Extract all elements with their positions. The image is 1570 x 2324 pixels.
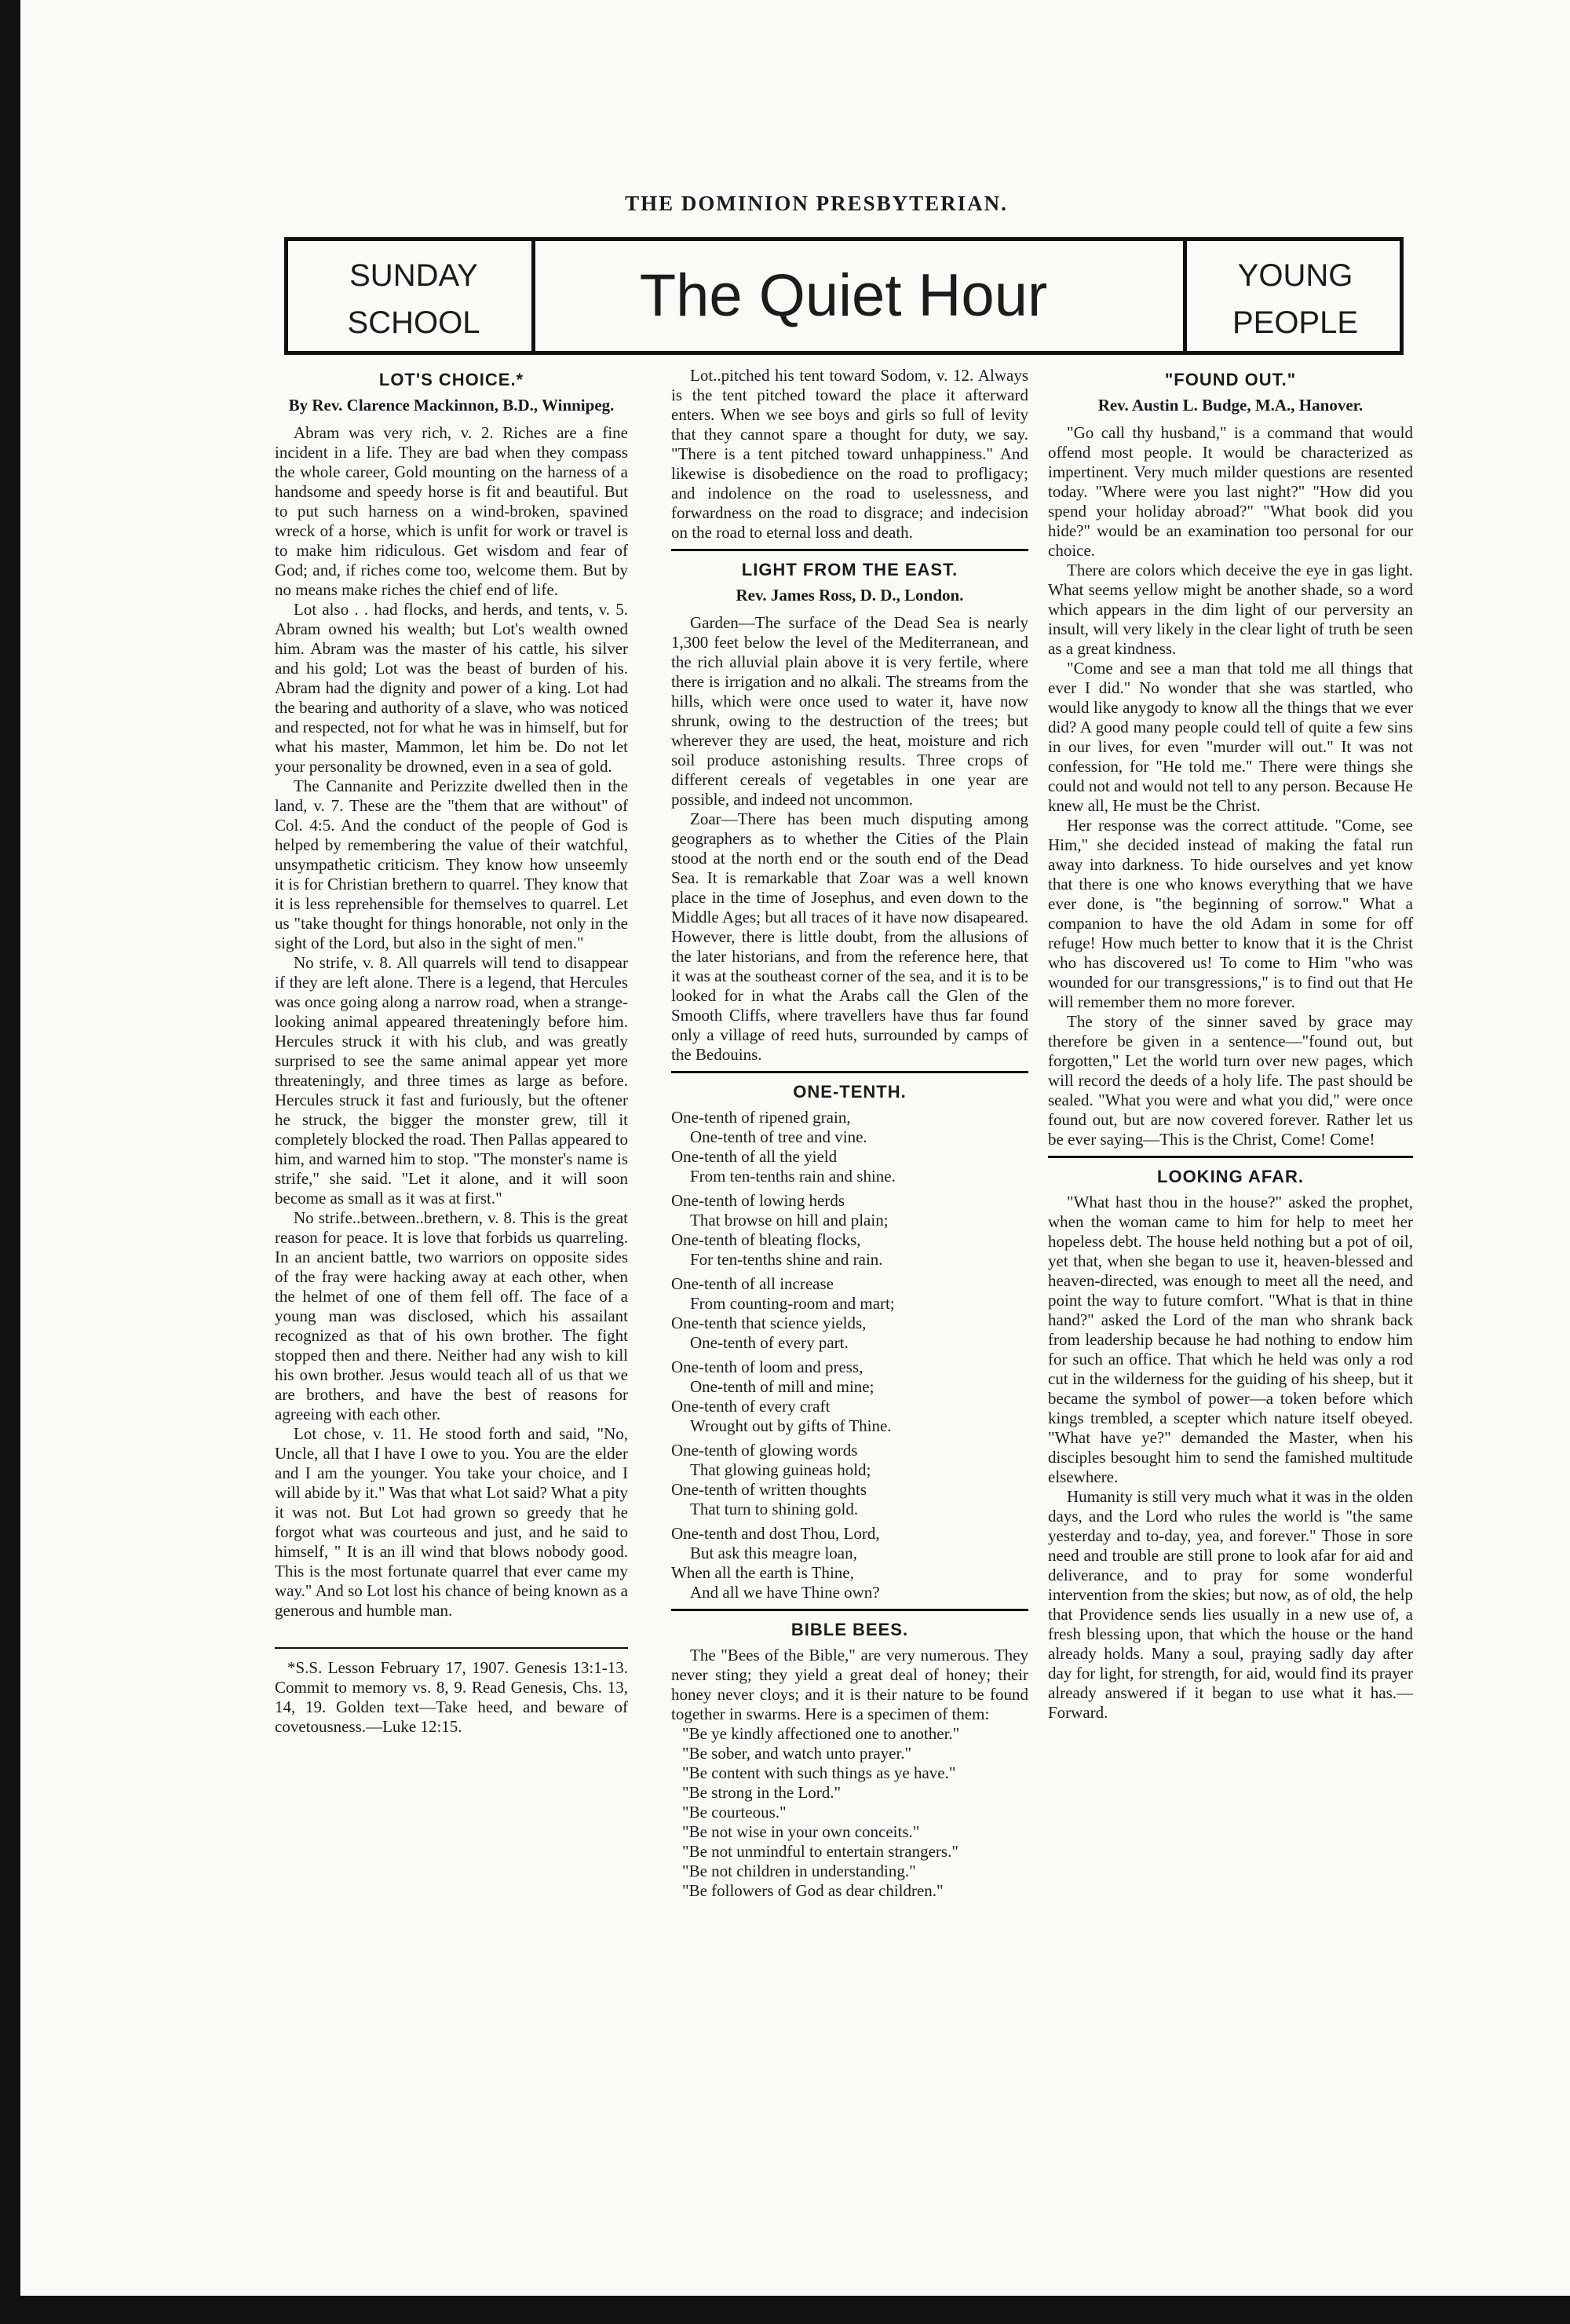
poem-line: From ten-tenths rain and shine. <box>690 1167 896 1186</box>
lot-paragraph-7: Lot..pitched his tent toward Sodom, v. 12. Always is the tent pitched toward the place it afterward enters. When we see boys and girls so full of levity that they cannot spare a thought for duty, we say. "There is a tent pitched toward unhappiness." And likewise is disobedience on the road to profligacy; and indolence on the road to uselessness, and forwardness on the road to disgrace; and indecision on the road to eternal loss and death. <box>671 366 1028 542</box>
afar-paragraph-1: "What hast thou in the house?" asked the prophet, when the woman came to him for help to meet her hopeless debt. The house held nothing but a pot of oil, yet that, when she began to use it, heaven-blessed and heaven-directed, was enough to meet all the need, and point the way to future comfort. "What is that in thine hand?" asked the Lord of the man who shrank back from leadership because he had nothing to endow him for such an office. That which he held was only a rod cut in the wilderness for the guiding of his sheep, but it became the symbol of power—a token before which kings trembled, a scepter which nature itself obeyed. "What have ye?" demanded the Master, when his disciples besought him to send the famished multitude elsewhere. <box>1048 1193 1413 1486</box>
found-heading: "FOUND OUT." <box>1164 370 1297 389</box>
banner-right-box <box>1183 241 1404 351</box>
poem-line: One-tenth of glowing words <box>671 1441 858 1460</box>
found-paragraph-3: "Come and see a man that told me all things that ever I did." No wonder that she was startled, who would like anygody to know all the things that we ever did? A good many people could tell of quite a few sins in our lives, for even "murder will out." It was not confession, for "He told me." There were things she could not and would not tell to any person. Because He knew all, He must be the Christ. <box>1048 659 1413 815</box>
column-1 <box>275 366 628 1737</box>
poem-line: One-tenth of all the yield <box>671 1147 838 1166</box>
tenth-poem <box>671 1108 1028 1602</box>
poem-line: One-tenth of tree and vine. <box>690 1127 867 1146</box>
tenth-heading: ONE-TENTH. <box>793 1082 907 1102</box>
afar-heading: LOOKING AFAR. <box>1157 1167 1304 1186</box>
bee-quote: "Be not unmindful to entertain strangers." <box>682 1842 958 1861</box>
bees-quotes <box>671 1724 1028 1901</box>
light-heading: LIGHT FROM THE EAST. <box>741 560 958 579</box>
scan-edge-bottom <box>0 2296 1570 2324</box>
poem-line: That glowing guineas hold; <box>690 1460 871 1479</box>
column-3 <box>1048 366 1413 1723</box>
lesson-footnote-text: *S.S. Lesson February 17, 1907. Genesis 13:1-13. Commit to memory vs. 8, 9. Read Genesis, Chs. 13, 14, 19. Golden text—Take heed, and beware of covetousness.—Luke 12:15. <box>275 1658 628 1736</box>
bees-heading: BIBLE BEES. <box>790 1620 909 1639</box>
lot-paragraph-4: No strife, v. 8. All quarrels will tend to disappear if they are left alone. There is a legend, that Hercules was once going along a narrow road, when a strange-looking animal appeared threateningly before him. Hercules struck it with his club, and was greatly surprised to see the same animal appear yet more threateningly, and three times as large as before. Hercules struck it fast and furiously, but the oftener he struck, the bigger the monster grew, till it completely blocked the road. Then Pallas appeared to him, and warned him to stop. "The monster's name is strife," she said. "Let it alone, and it will soon become as small as it was at first." <box>275 953 628 1208</box>
bee-quote: "Be content with such things as ye have." <box>682 1763 956 1782</box>
lesson-footnote <box>275 1647 628 1737</box>
lot-paragraph-3: The Cannanite and Perizzite dwelled then in the land, v. 7. These are the "them that are without" of Col. 4:5. And the conduct of the people of God is helped by remembering the value of their watchful, unsympathetic criticism. They know how unseemly it is for Christian brethern to quarrel. They know that it is less reprehensible for themselves to quarrel. Let us "take thought for things honorable, not only in the sight of the Lord, but also in the sight of men." <box>275 776 628 952</box>
lot-heading: LOT'S CHOICE.* <box>378 370 524 389</box>
poem-line: One-tenth of mill and mine; <box>690 1377 874 1396</box>
poem-line: One-tenth of lowing herds <box>671 1191 845 1210</box>
poem-line: One-tenth of bleating flocks, <box>671 1230 861 1249</box>
poem-line: One-tenth of every part. <box>690 1333 849 1352</box>
found-paragraph-5: The story of the sinner saved by grace may therefore be given in a sentence—"found out, but forgotten," Let the world turn over new pages, which will record the deeds of a holy life. The past should be sealed. "What you were and what you did," were once found out, but are now covered forever. Rather let us be ever saying—This is the Christ, Come! Come! <box>1048 1012 1413 1149</box>
poem-line: One-tenth of every craft <box>671 1397 831 1416</box>
bee-quote: "Be strong in the Lord." <box>682 1783 842 1802</box>
poem-line: That turn to shining gold. <box>690 1500 859 1518</box>
poem-line: For ten-tenths shine and rain. <box>690 1250 883 1269</box>
section-banner <box>284 237 1404 355</box>
bee-quote: "Be sober, and watch unto prayer." <box>682 1744 912 1763</box>
bee-quote: "Be followers of God as dear children." <box>682 1881 944 1900</box>
found-paragraph-4: Her response was the correct attitude. "Come, see Him," she decided instead of making the fatal run away into darkness. To hide ourselves and yet know that there is one who knows everything that we have ever done, is "the beginning of sorrow." What a companion to have the old Adam in some for off refuge! How much better to know that it is the Christ who has discovered us! To come to Him "who was wounded for our transgressions," is to find out that He will remember them no more forever. <box>1048 816 1413 1011</box>
poem-line: One-tenth of loom and press, <box>671 1357 864 1376</box>
poem-line: From counting-room and mart; <box>690 1294 895 1313</box>
divider <box>671 549 1028 551</box>
banner-right-line2: PEOPLE <box>1232 305 1359 340</box>
bee-quote: "Be courteous." <box>682 1803 787 1822</box>
poem-line: Wrought out by gifts of Thine. <box>690 1416 892 1435</box>
banner-right-line1: YOUNG <box>1237 258 1353 293</box>
poem-line: One-tenth that science yields, <box>671 1314 867 1332</box>
scan-edge-left <box>0 0 20 2324</box>
afar-paragraph-2: Humanity is still very much what it was in the olden days, and the Lord who rules the world is "the same yesterday and to-day, yea, and forever." Those in sore need and trouble are still prone to look afar for aid and deliverance, and to pray for some wonderful intervention from the skies; but now, as of old, the help that Providence sends lies usually in a new use of, a fresh blessing upon, that which the house or the hand already holds. Many a soul, praying sadly day after day for light, for strength, for aid, would find its prayer already answered if it began to use what it has.—Forward. <box>1048 1487 1413 1722</box>
poem-line: One-tenth of written thoughts <box>671 1480 867 1499</box>
banner-title: The Quiet Hour <box>639 262 1048 329</box>
column-2 <box>671 366 1028 1901</box>
divider <box>671 1609 1028 1611</box>
bee-quote: "Be not children in understanding." <box>682 1862 916 1880</box>
lot-paragraph-5: No strife..between..brethern, v. 8. This is the great reason for peace. It is love that forbids us quarreling. In an ancient battle, two warriors on opposite sides of the fray were hacking away at each other, when the helmet of one of them fell off. The face of a young man was disclosed, which his assailant recognized as that of his own brother. The fight stopped then and there. Neither had any wish to kill his own brother. Jesus would teach all of us that we are brothers, and have the best of reasons for agreeing with each other. <box>275 1208 628 1423</box>
poem-line: One-tenth of all increase <box>671 1274 834 1293</box>
poem-line: When all the earth is Thine, <box>671 1563 854 1582</box>
divider <box>1048 1156 1413 1158</box>
banner-title-box <box>535 241 1152 351</box>
found-paragraph-2: There are colors which deceive the eye in gas light. What seems yellow might be another shade, so a word which appears in the dim light of our perversity an insult, will very likely in the clear light of truth be seen as a great kindness. <box>1048 561 1413 658</box>
poem-line: One-tenth of ripened grain, <box>671 1108 851 1127</box>
banner-left-line2: SCHOOL <box>347 305 480 340</box>
bee-quote: "Be ye kindly affectioned one to another." <box>682 1724 960 1743</box>
lot-paragraph-1: Abram was very rich, v. 2. Riches are a fine incident in a life. They are bad when they compass the whole career, Gold mounting on the harness of a handsome and speedy horse is fit and beautiful. But to put such harness on a wind-broken, spavined wreck of a horse, which is unfit for work or travel is to make him ridiculous. Get wisdom and fear of God; and, if riches come too, welcome them. But by no means make riches the chief end of life. <box>275 423 628 599</box>
lot-paragraph-6: Lot chose, v. 11. He stood forth and said, "No, Uncle, all that I have I owe to you. You are the elder and I am the younger. You take your choice, and I will abide by it." Was that what Lot said? What a pity it was not. But Lot had grown so greedy that he forgot what was courteous and just, and he said to himself, " It is an ill wind that blows nobody good. This is the most fortunate quarrel that ever came my way." And so Lot lost his chance of being known as a generous and humble man. <box>275 1424 628 1620</box>
light-byline: Rev. James Ross, D. D., London. <box>736 586 964 605</box>
light-paragraph-2: Zoar—There has been much disputing among geographers as to whether the Cities of the Plain stood at the north end or the south end of the Dead Sea. It is remarkable that Zoar was a well known place in the time of Josephus, and even down to the Middle Ages; but all traces of it have now disapeared. However, there is little doubt, from the allusions of the later historians, and from the reference here, that it was at the southeast corner of the sea, and it is to be looked for in what the Arabs call the Glen of the Smooth Cliffs, where travellers have thus far found only a village of reed huts, surrounded by camps of the Bedouins. <box>671 809 1028 1064</box>
light-paragraph-1: Garden—The surface of the Dead Sea is nearly 1,300 feet below the level of the Mediterranean, and the rich alluvial plain above it is very fertile, where there is irrigation and no alkali. The streams from the hills, which were once used to water it, have now shrunk, owing to the destruction of the trees; but wherever they are used, the heat, moisture and rich soil produce astonishing results. Three crops of different cereals of vegetables in one year are possible, and indeed not uncommon. <box>671 613 1028 809</box>
found-paragraph-1: "Go call thy husband," is a command that would offend most people. It would be characterized as impertinent. Very much milder questions are resented today. "Where were you last night?" "How did you spend your holiday abroad?" "What book did you hide?" would be an examination too personal for our choice. <box>1048 423 1413 560</box>
banner-left-line1: SUNDAY <box>349 258 478 293</box>
bee-quote: "Be not wise in your own conceits." <box>682 1822 920 1841</box>
divider <box>671 1071 1028 1073</box>
poem-line: That browse on hill and plain; <box>690 1211 889 1230</box>
poem-line: One-tenth and dost Thou, Lord, <box>671 1524 880 1543</box>
found-byline: Rev. Austin L. Budge, M.A., Hanover. <box>1097 396 1364 415</box>
bees-intro: The "Bees of the Bible," are very numerous. They never sting; they yield a great deal of honey; their honey never cloys; and it is their nature to be found together in swarms. Here is a specimen of them: <box>671 1646 1028 1723</box>
poem-line: But ask this meagre loan, <box>690 1544 857 1562</box>
lot-paragraph-2: Lot also . . had flocks, and herds, and tents, v. 5. Abram owned his wealth; but Lot's wealth owned him. Abram was the master of his cattle, his silver and his gold; Lot was the beast of burden of his. Abram had the dignity and power of a king. Lot had the bearing and authority of a slave, who was noticed and respected, not for what he was in himself, but for what his master, Mammon, let him be. Do not let your personality be drowned, even in a sea of gold. <box>275 600 628 776</box>
lot-byline: By Rev. Clarence Mackinnon, B.D., Winnipeg. <box>288 396 615 415</box>
running-head: THE DOMINION PRESBYTERIAN. <box>625 192 1008 215</box>
poem-line: And all we have Thine own? <box>690 1583 880 1602</box>
banner-left-box <box>296 241 535 351</box>
